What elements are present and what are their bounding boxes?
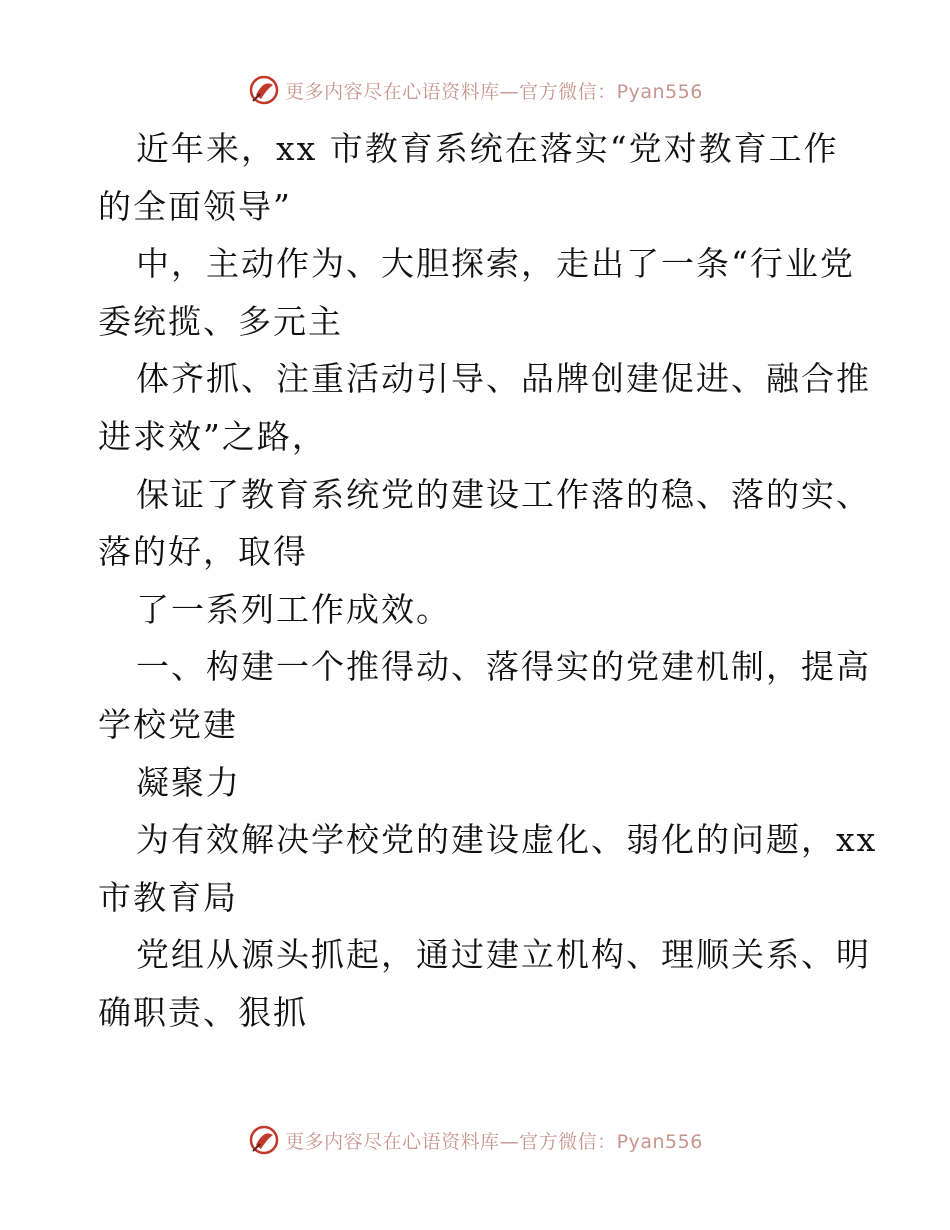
section-heading-line: 凝聚力 [136,762,241,802]
text-line: 为有效解决学校党的建设虚化、弱化的问题，xx [136,820,878,860]
pen-swirl-logo-icon [247,73,281,107]
document-body [98,120,878,1042]
footer-banner-text: 更多内容尽在心语资料库—官方微信：Pyan556 [285,1130,703,1153]
text-line: 体齐抓、注重活动引导、品牌创建促进、融合推 [136,359,871,399]
text-line: 保证了教育系统党的建设工作落的稳、落的实、 [136,474,871,514]
text-line: 中，主动作为、大胆探索，走出了一条“行业党 [136,244,855,284]
header-banner-text: 更多内容尽在心语资料库—官方微信：Pyan556 [285,80,703,103]
section-heading-line: 一、构建一个推得动、落得实的党建机制，提高 [136,647,871,687]
header-banner [0,70,950,110]
text-line: 委统揽、多元主 [98,301,343,341]
text-line: 了一系列工作成效。 [136,589,451,629]
text-line: 落的好，取得 [98,532,308,572]
text-line: 的全面领导” [98,186,292,226]
text-line: 进求效”之路， [98,416,327,456]
text-line: 市教育局 [98,877,238,917]
pen-swirl-logo-icon [247,1123,281,1157]
text-line: 党组从源头抓起，通过建立机构、理顺关系、明 [136,935,871,975]
footer-banner [0,1120,950,1160]
section-heading-line: 学校党建 [98,704,238,744]
text-line: 确职责、狠抓 [98,992,308,1032]
text-line: 近年来，xx 市教育系统在落实“党对教育工作 [136,129,839,168]
